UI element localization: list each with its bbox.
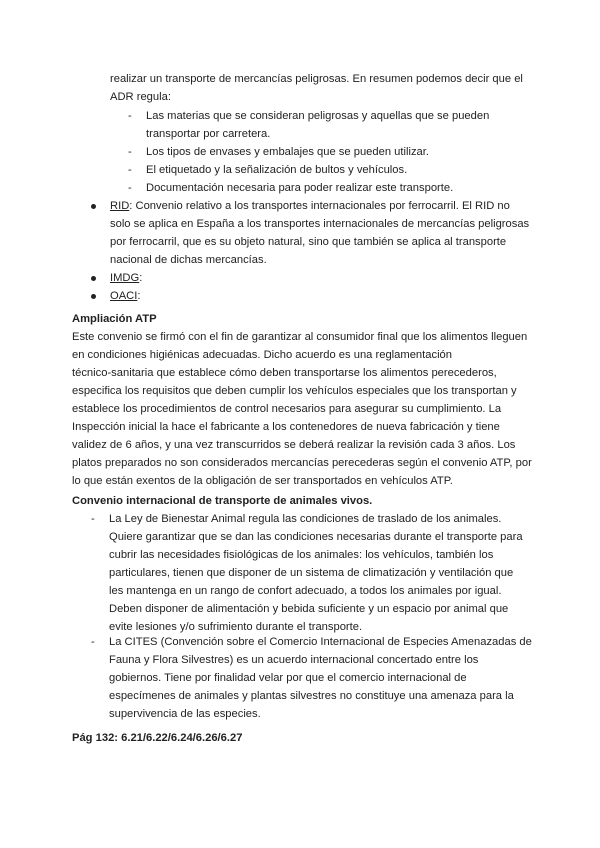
animales-heading: Convenio internacional de transporte de animales vivos. xyxy=(72,495,373,507)
animales-line: La Ley de Bienestar Animal regula las condiciones de traslado de los animales. xyxy=(109,513,502,525)
atp-line: especifica los requisitos que deben cumplir los vehículos especiales que los transportan y xyxy=(72,385,517,397)
oaci-bullet: OACI: xyxy=(110,290,141,302)
animales-line: particulares, tienen que disponer de un sistema de climatización y ventilación que xyxy=(109,567,514,579)
dash-marker: - xyxy=(128,164,132,176)
cites-line: Fauna y Flora Silvestres) es un acuerdo internacional concertado entre los xyxy=(109,654,479,666)
atp-line: platos preparados no son considerados mercancías perecederas según el convenio ATP, por xyxy=(72,457,532,469)
animales-line: Quiere garantizar que se dan las condiciones necesarias durante el transporte para xyxy=(109,531,523,543)
atp-line: en condiciones higiénicas adecuadas. Dicho acuerdo es una reglamentación xyxy=(72,349,453,361)
rid-line: nacional de dichas mercancías. xyxy=(110,254,267,266)
atp-line: establece los procedimientos de control necesarios para asegurar su cumplimiento. La xyxy=(72,403,502,415)
atp-heading: Ampliación ATP xyxy=(72,313,157,325)
atp-line: validez de 6 años, y una vez transcurridos se deberá realizar la revisión cada 3 años. Los xyxy=(72,439,516,451)
atp-line: técnico-sanitaria que establece cómo deben transportarse los alimentos perecederos, xyxy=(72,367,497,379)
list-item: Las materias que se consideran peligrosas y aquellas que se pueden xyxy=(146,110,490,122)
intro-line: realizar un transporte de mercancías peligrosas. En resumen podemos decir que el xyxy=(110,73,523,85)
list-item: El etiquetado y la señalización de bultos y vehículos. xyxy=(146,164,408,176)
list-item: Los tipos de envases y embalajes que se pueden utilizar. xyxy=(146,146,429,158)
bullet-marker xyxy=(91,294,96,299)
imdg-bullet: IMDG: xyxy=(110,272,143,284)
dash-marker: - xyxy=(91,636,95,648)
rid-line: solo se aplica en España a los transportes internacionales de mercancías peligrosas xyxy=(110,218,530,230)
animales-line: evite lesiones y/o sufrimiento durante el transporte. xyxy=(109,621,363,633)
animales-line: les mantenga en un rango de confort adecuado, a todos los animales por igual. xyxy=(109,585,502,597)
oaci-link[interactable]: OACI xyxy=(110,290,138,302)
dash-marker: - xyxy=(128,182,132,194)
atp-line: Inspección inicial la hace el fabricante a los contenedores de nueva fabricación y tiene xyxy=(72,421,500,433)
atp-line: Este convenio se firmó con el fin de garantizar al consumidor final que los alimentos lleguen xyxy=(72,331,528,343)
imdg-link[interactable]: IMDG xyxy=(110,272,140,284)
rid-line: por ferrocarril, que es su objeto natural, sino que también se aplica al transporte xyxy=(110,236,507,248)
animales-line: Deben disponer de alimentación y bebida suficiente y un espacio por animal que xyxy=(109,603,509,615)
cites-line: supervivencia de las especies. xyxy=(109,708,261,720)
dash-marker: - xyxy=(128,146,132,158)
rid-bullet: RID: Convenio relativo a los transportes internacionales por ferrocarril. El RID no xyxy=(110,200,510,212)
cites-line: La CITES (Convención sobre el Comercio Internacional de Especies Amenazadas de xyxy=(109,636,532,648)
cites-line: gobiernos. Tiene por finalidad velar por que el comercio internacional de xyxy=(109,672,467,684)
dash-marker: - xyxy=(128,110,132,122)
bullet-marker xyxy=(91,204,96,209)
atp-line: lo que están exentos de la obligación de ser transportados en vehículos ATP. xyxy=(72,475,453,487)
intro-line: ADR regula: xyxy=(110,91,171,103)
bullet-marker xyxy=(91,276,96,281)
dash-marker: - xyxy=(91,513,95,525)
list-item: Documentación necesaria para poder realizar este transporte. xyxy=(146,182,454,194)
list-item: transportar por carretera. xyxy=(146,128,271,140)
rid-link[interactable]: RID xyxy=(110,200,130,212)
animales-line: cubrir las necesidades fisiológicas de los animales: los vehículos, también los xyxy=(109,549,494,561)
page-reference: Pág 132: 6.21/6.22/6.24/6.26/6.27 xyxy=(72,732,243,744)
cites-line: especímenes de animales y plantas silvestres no constituye una amenaza para la xyxy=(109,690,514,702)
